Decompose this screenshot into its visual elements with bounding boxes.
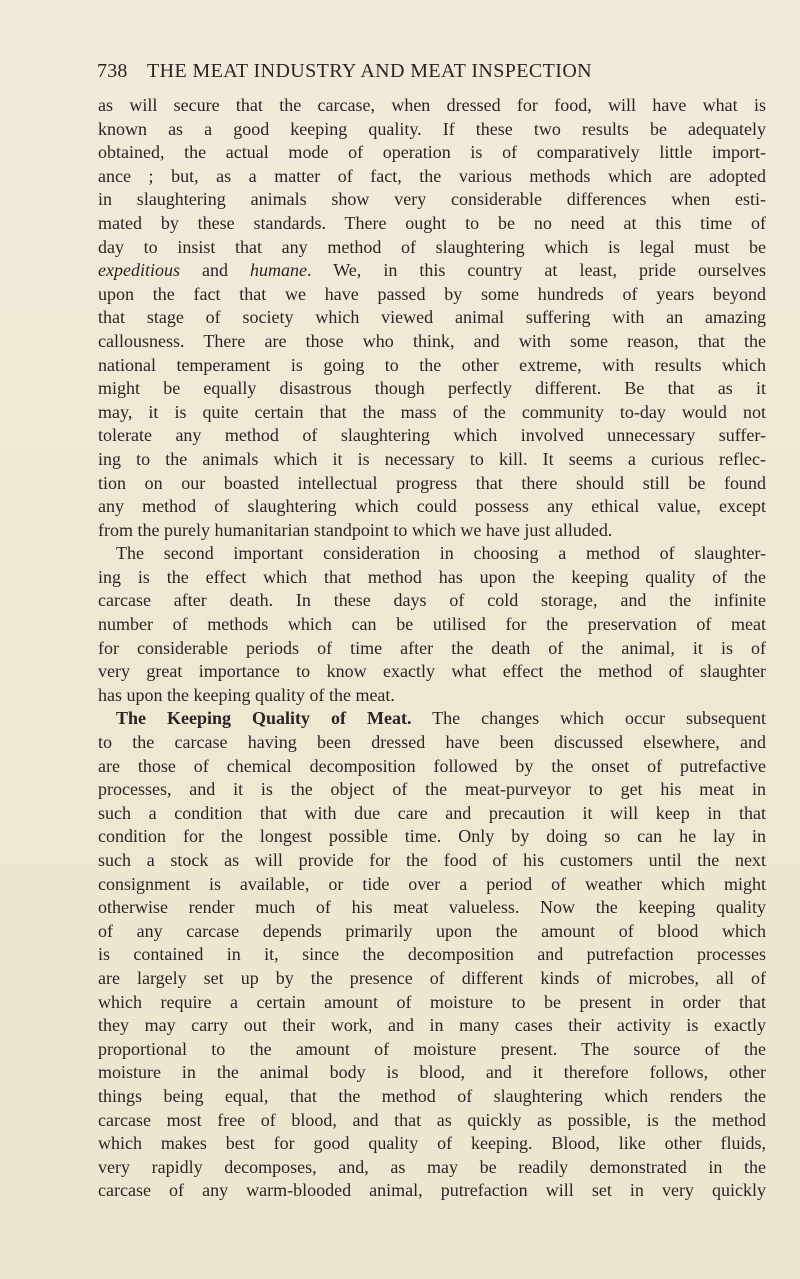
- running-head: [97, 60, 767, 90]
- emphasis-humane: humane: [250, 260, 308, 281]
- text-line: day to insist that any method of slaughtering which is legal must be: [98, 236, 766, 257]
- text-line: to the carcase having been dressed have been discussed elsewhere, and: [98, 732, 766, 753]
- text-line: that stage of society which viewed animal suffering with an amazing: [98, 307, 766, 328]
- text-line: condition for the longest possible time. Only by doing so can he lay in: [98, 826, 766, 847]
- text-line: very rapidly decomposes, and, as may be readily demonstrated in the: [98, 1156, 766, 1177]
- text-line: of any carcase depends primarily upon the amount of blood which: [98, 920, 766, 941]
- text-line: The second important consideration in choosing a method of slaughter-: [116, 543, 766, 564]
- running-title: THE MEAT INDUSTRY AND MEAT INSPECTION: [147, 60, 593, 82]
- text-line: from the purely humanitarian standpoint to which we have just alluded.: [98, 519, 613, 540]
- text-line: are largely set up by the presence of different kinds of microbes, all of: [98, 967, 766, 988]
- text-line: ance ; but, as a matter of fact, the various methods which are adopted: [98, 165, 766, 186]
- section-heading: The Keeping Quality of Meat.: [116, 708, 412, 729]
- text-line: very great importance to know exactly what effect the method of slaughter: [98, 661, 766, 682]
- text-line: might be equally disastrous though perfectly different. Be that as it: [98, 378, 766, 399]
- text-line: tolerate any method of slaughtering which involved unnecessary suffer-: [98, 425, 766, 446]
- text-line: they may carry out their work, and in many cases their activity is exactly: [98, 1015, 766, 1036]
- text-line: carcase after death. In these days of cold storage, and the infinite: [98, 590, 766, 611]
- text-line: ing is the effect which that method has upon the keeping quality of the: [98, 566, 766, 587]
- text-fragment: The changes which occur subsequent: [411, 708, 766, 729]
- text-line: known as a good keeping quality. If these two results be adequately: [98, 118, 766, 139]
- text-line: in slaughtering animals show very considerable differences when esti-: [98, 189, 766, 210]
- text-line: tion on our boasted intellectual progress that there should still be found: [98, 472, 766, 493]
- emphasis-expeditious: expeditious: [98, 260, 180, 281]
- text-line: may, it is quite certain that the mass of the community to-day would not: [98, 401, 766, 422]
- text-line: upon the fact that we have passed by some hundreds of years beyond: [98, 283, 766, 304]
- text-line: consignment is available, or tide over a period of weather which might: [98, 873, 766, 894]
- text-line: carcase of any warm-blooded animal, putrefaction will set in very quickly: [98, 1180, 766, 1201]
- text-line: national temperament is going to the other extreme, with results which: [98, 354, 766, 375]
- text-line: such a stock as will provide for the food of his customers until the next: [98, 850, 766, 870]
- body-text: [98, 94, 766, 1203]
- text-line: for considerable periods of time after the death of the animal, it is of: [98, 637, 766, 658]
- text-line: as will secure that the carcase, when dressed for food, will have what is: [98, 95, 766, 115]
- text-line-emphasis: [98, 259, 766, 283]
- text-line: callousness. There are those who think, and with some reason, that the: [98, 330, 766, 351]
- text-fragment: and: [179, 260, 251, 281]
- text-line: which makes best for good quality of keeping. Blood, like other fluids,: [98, 1133, 766, 1154]
- text-line: are those of chemical decomposition followed by the onset of putrefactive: [98, 755, 766, 776]
- section-lead-line: [98, 707, 766, 731]
- text-fragment: . We, in this country at least, pride ourselves: [307, 260, 766, 281]
- text-line: proportional to the amount of moisture present. The source of the: [98, 1038, 766, 1059]
- text-line: has upon the keeping quality of the meat.: [98, 684, 395, 705]
- text-line: any method of slaughtering which could possess any ethical value, except: [98, 496, 766, 517]
- text-line: things being equal, that the method of slaughtering which renders the: [98, 1085, 766, 1106]
- text-line: mated by these standards. There ought to be no need at this time of: [98, 212, 766, 233]
- text-line: such a condition that with due care and precaution it will keep in that: [98, 802, 766, 823]
- text-line: processes, and it is the object of the meat-purveyor to get his meat in: [98, 779, 766, 800]
- text-line: carcase most free of blood, and that as quickly as possible, is the method: [98, 1109, 766, 1130]
- text-line: obtained, the actual mode of operation is of comparatively little import-: [98, 142, 766, 163]
- page-number: 738: [97, 60, 128, 82]
- text-line: ing to the animals which it is necessary to kill. It seems a curious reflec-: [98, 448, 766, 469]
- text-line: otherwise render much of his meat valueless. Now the keeping quality: [98, 897, 766, 918]
- text-line: is contained in it, since the decomposition and putrefaction processes: [98, 944, 766, 965]
- text-line: number of methods which can be utilised for the preservation of meat: [98, 614, 766, 635]
- text-line: which require a certain amount of moisture to be present in order that: [98, 991, 766, 1012]
- text-line: moisture in the animal body is blood, and it therefore follows, other: [98, 1062, 766, 1083]
